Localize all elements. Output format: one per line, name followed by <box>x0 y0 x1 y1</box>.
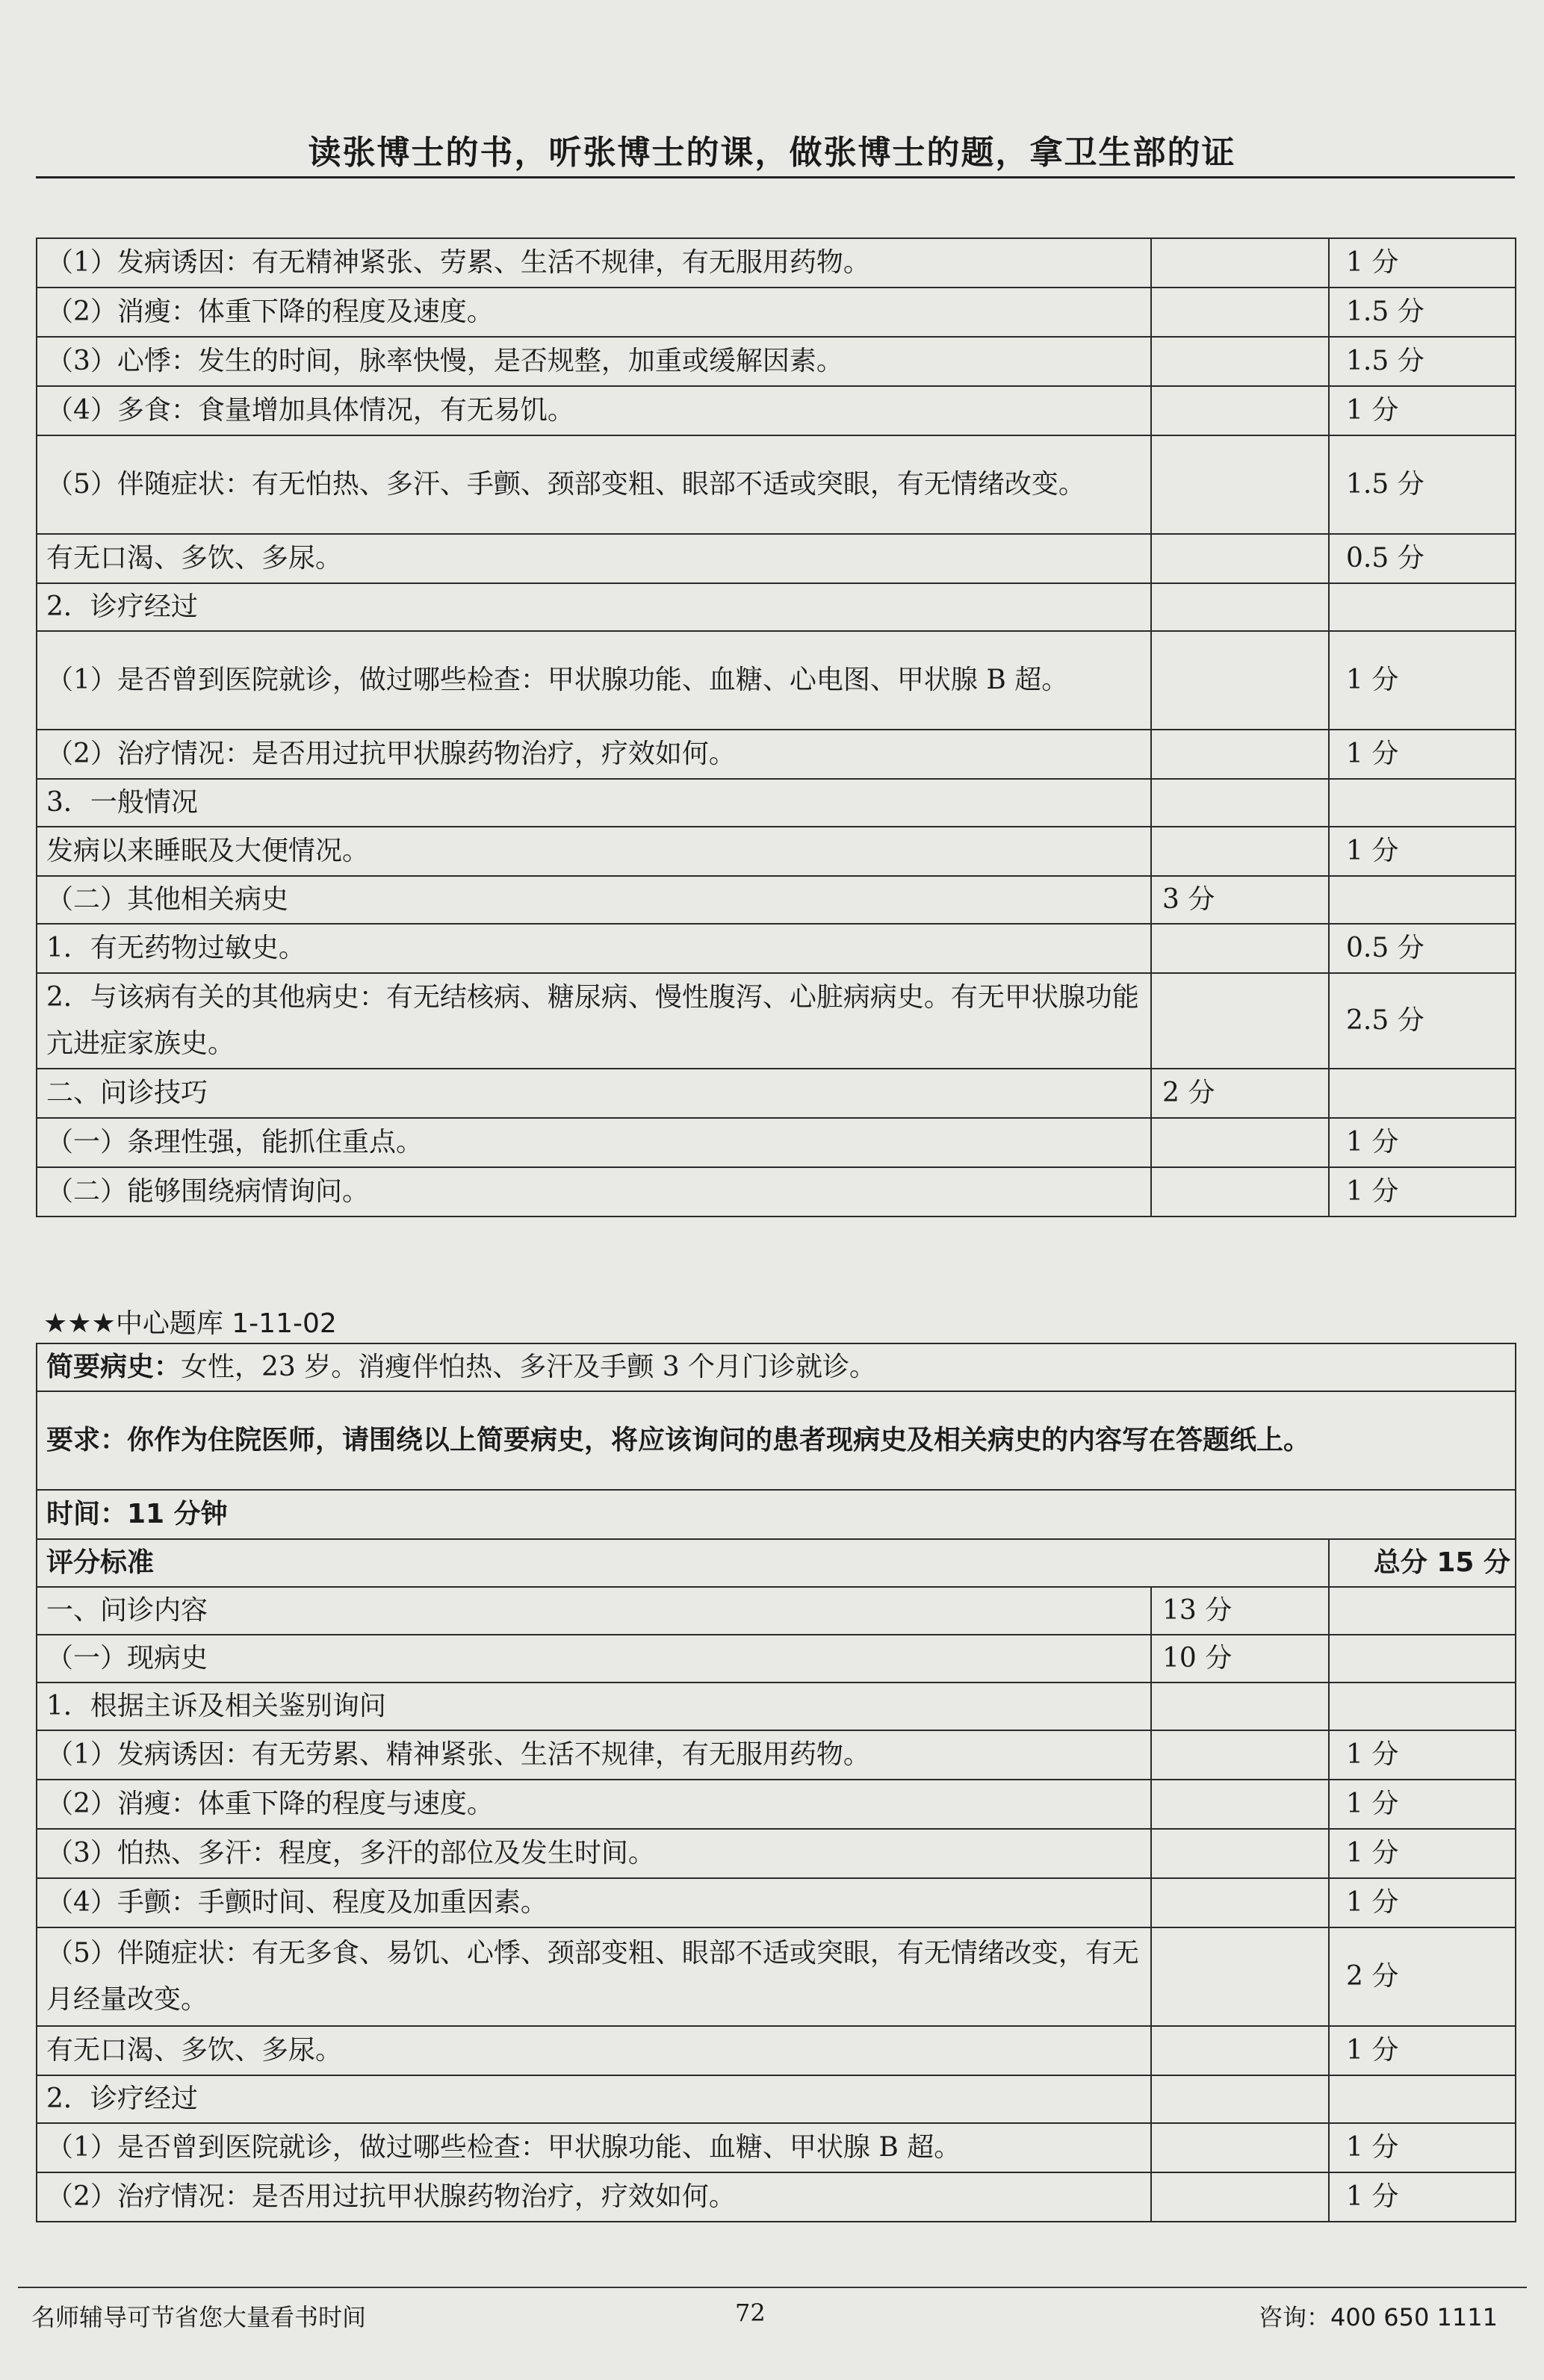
brief-history-row <box>37 1343 1516 1391</box>
row-text: （2）消瘦：体重下降的程度与速度。 <box>37 1780 1151 1829</box>
row-total: 10 分 <box>1151 1635 1329 1683</box>
row-text: 2．诊疗经过 <box>37 2075 1151 2123</box>
row-points <box>1329 1635 1516 1683</box>
score-table-1-11-02 <box>36 1343 1516 2222</box>
table-row <box>37 288 1516 337</box>
time-row <box>37 1490 1516 1539</box>
row-points: 1 分 <box>1329 238 1516 288</box>
row-text: （3）怕热、多汗：程度，多汗的部位及发生时间。 <box>37 1829 1151 1878</box>
row-total <box>1151 924 1329 973</box>
row-text: （一）条理性强，能抓住重点。 <box>37 1118 1151 1167</box>
row-total <box>1151 238 1329 288</box>
row-text: （一）现病史 <box>37 1635 1151 1683</box>
row-points: 1 分 <box>1329 386 1516 435</box>
row-points <box>1329 2075 1516 2123</box>
criteria-total: 总分 15 分 <box>1329 1539 1516 1587</box>
row-points: 1.5 分 <box>1329 337 1516 386</box>
row-text: （二）其他相关病史 <box>37 876 1151 924</box>
row-total <box>1151 1829 1329 1878</box>
row-text: （1）是否曾到医院就诊，做过哪些检查：甲状腺功能、血糖、心电图、甲状腺 B 超。 <box>37 631 1151 730</box>
row-text: （2）消瘦：体重下降的程度及速度。 <box>37 288 1151 337</box>
row-points: 2.5 分 <box>1329 973 1516 1069</box>
row-points: 1 分 <box>1329 1829 1516 1878</box>
table-row <box>37 631 1516 730</box>
row-points <box>1329 1069 1516 1118</box>
row-total: 3 分 <box>1151 876 1329 924</box>
row-points: 2 分 <box>1329 1927 1516 2026</box>
brief-history-text: 女性，23 岁。消瘦伴怕热、多汗及手颤 3 个月门诊就诊。 <box>181 1352 877 1382</box>
row-text: （1）发病诱因：有无劳累、精神紧张、生活不规律，有无服用药物。 <box>37 1730 1151 1780</box>
table-row <box>37 1927 1516 2026</box>
row-points: 1 分 <box>1329 827 1516 876</box>
brief-history-label: 简要病史： <box>46 1352 182 1382</box>
row-total <box>1151 337 1329 386</box>
row-points: 1.5 分 <box>1329 435 1516 534</box>
brief-history <box>37 1343 1516 1391</box>
row-total: 13 分 <box>1151 1587 1329 1635</box>
row-text: 1．有无药物过敏史。 <box>37 924 1151 973</box>
row-total <box>1151 1927 1329 2026</box>
row-total <box>1151 1780 1329 1829</box>
row-total <box>1151 1118 1329 1167</box>
time-limit: 时间：11 分钟 <box>37 1490 1516 1539</box>
row-text: （4）多食：食量增加具体情况，有无易饥。 <box>37 386 1151 435</box>
row-text: 有无口渴、多饮、多尿。 <box>37 2026 1151 2075</box>
row-total <box>1151 534 1329 583</box>
row-total <box>1151 435 1329 534</box>
row-text: 2．诊疗经过 <box>37 583 1151 631</box>
row-text: 有无口渴、多饮、多尿。 <box>37 534 1151 583</box>
table-row <box>37 2075 1516 2123</box>
footer-contact: 咨询：400 650 1111 <box>1259 2303 1498 2331</box>
row-total <box>1151 2172 1329 2222</box>
row-total: 2 分 <box>1151 1069 1329 1118</box>
row-points: 1 分 <box>1329 1118 1516 1167</box>
row-text: （2）治疗情况：是否用过抗甲状腺药物治疗，疗效如何。 <box>37 2172 1151 2222</box>
row-total <box>1151 2075 1329 2123</box>
row-points: 1.5 分 <box>1329 288 1516 337</box>
row-text: （3）心悸：发生的时间，脉率快慢，是否规整，加重或缓解因素。 <box>37 337 1151 386</box>
table-row <box>37 2172 1516 2222</box>
row-total <box>1151 730 1329 779</box>
row-text: 发病以来睡眠及大便情况。 <box>37 827 1151 876</box>
table-row <box>37 1118 1516 1167</box>
criteria-row <box>37 1539 1516 1587</box>
row-points: 0.5 分 <box>1329 924 1516 973</box>
page-number: 72 <box>735 2299 766 2327</box>
table-row <box>37 1587 1516 1635</box>
row-total <box>1151 1730 1329 1780</box>
row-text: 二、问诊技巧 <box>37 1069 1151 1118</box>
row-text: 3．一般情况 <box>37 779 1151 827</box>
table-row <box>37 1167 1516 1217</box>
table-row <box>37 238 1516 288</box>
table-row <box>37 876 1516 924</box>
row-points <box>1329 1683 1516 1730</box>
requirement <box>37 1391 1516 1490</box>
row-text: （1）发病诱因：有无精神紧张、劳累、生活不规律，有无服用药物。 <box>37 238 1151 288</box>
footer-slogan: 名师辅导可节省您大量看书时间 <box>31 2303 367 2331</box>
row-text: （5）伴随症状：有无怕热、多汗、手颤、颈部变粗、眼部不适或突眼，有无情绪改变。 <box>37 435 1151 534</box>
row-text: （2）治疗情况：是否用过抗甲状腺药物治疗，疗效如何。 <box>37 730 1151 779</box>
row-text: （二）能够围绕病情询问。 <box>37 1167 1151 1217</box>
footer-divider <box>18 2287 1527 2288</box>
table-row <box>37 1878 1516 1927</box>
table-row <box>37 2026 1516 2075</box>
row-text: （1）是否曾到医院就诊，做过哪些检查：甲状腺功能、血糖、甲状腺 B 超。 <box>37 2123 1151 2172</box>
requirement-row <box>37 1391 1516 1490</box>
table-row <box>37 1683 1516 1730</box>
row-points <box>1329 583 1516 631</box>
header-divider <box>36 176 1515 178</box>
row-text: （5）伴随症状：有无多食、易饥、心悸、颈部变粗、眼部不适或突眼，有无情绪改变，有无月经量改变。 <box>37 1927 1151 2026</box>
table-row <box>37 534 1516 583</box>
requirement-text: 你作为住院医师，请围绕以上简要病史，将应该询问的患者现病史及相关病史的内容写在答题纸上。 <box>127 1425 1311 1455</box>
row-points: 1 分 <box>1329 1780 1516 1829</box>
table-row <box>37 583 1516 631</box>
row-points: 1 分 <box>1329 730 1516 779</box>
row-text: 2．与该病有关的其他病史：有无结核病、糖尿病、慢性腹泻、心脏病病史。有无甲状腺功能亢进症家族史。 <box>37 973 1151 1069</box>
row-total <box>1151 827 1329 876</box>
row-points <box>1329 1587 1516 1635</box>
table-row <box>37 779 1516 827</box>
row-total <box>1151 583 1329 631</box>
row-points: 1 分 <box>1329 2123 1516 2172</box>
row-total <box>1151 2026 1329 2075</box>
table-row <box>37 386 1516 435</box>
row-points: 1 分 <box>1329 631 1516 730</box>
row-total <box>1151 779 1329 827</box>
row-points <box>1329 779 1516 827</box>
row-text: 一、问诊内容 <box>37 1587 1151 1635</box>
table-row <box>37 1829 1516 1878</box>
row-points: 1 分 <box>1329 1730 1516 1780</box>
row-points <box>1329 876 1516 924</box>
row-total <box>1151 2123 1329 2172</box>
requirement-label: 要求： <box>46 1425 128 1455</box>
table-row <box>37 973 1516 1069</box>
row-points: 1 分 <box>1329 2026 1516 2075</box>
table-row <box>37 2123 1516 2172</box>
table-row <box>37 730 1516 779</box>
row-points: 1 分 <box>1329 1878 1516 1927</box>
row-points: 1 分 <box>1329 2172 1516 2222</box>
page-header-title: 读张博士的书，听张博士的课，做张博士的题，拿卫生部的证 <box>308 134 1236 172</box>
row-total <box>1151 973 1329 1069</box>
row-text: 1．根据主诉及相关鉴别询问 <box>37 1683 1151 1730</box>
table-row <box>37 924 1516 973</box>
table-row <box>37 1780 1516 1829</box>
row-text: （4）手颤：手颤时间、程度及加重因素。 <box>37 1878 1151 1927</box>
row-points: 0.5 分 <box>1329 534 1516 583</box>
row-total <box>1151 631 1329 730</box>
table-row <box>37 1069 1516 1118</box>
table-row <box>37 435 1516 534</box>
row-total <box>1151 288 1329 337</box>
row-total <box>1151 1167 1329 1217</box>
score-table-continued <box>36 237 1516 1217</box>
row-total <box>1151 386 1329 435</box>
criteria-label: 评分标准 <box>37 1539 1329 1587</box>
table-row <box>37 827 1516 876</box>
row-total <box>1151 1878 1329 1927</box>
table-row <box>37 1635 1516 1683</box>
table-row <box>37 1730 1516 1780</box>
row-total <box>1151 1683 1329 1730</box>
question-bank-heading: ★★★中心题库 1-11-02 <box>43 1308 337 1339</box>
row-points: 1 分 <box>1329 1167 1516 1217</box>
table-row <box>37 337 1516 386</box>
